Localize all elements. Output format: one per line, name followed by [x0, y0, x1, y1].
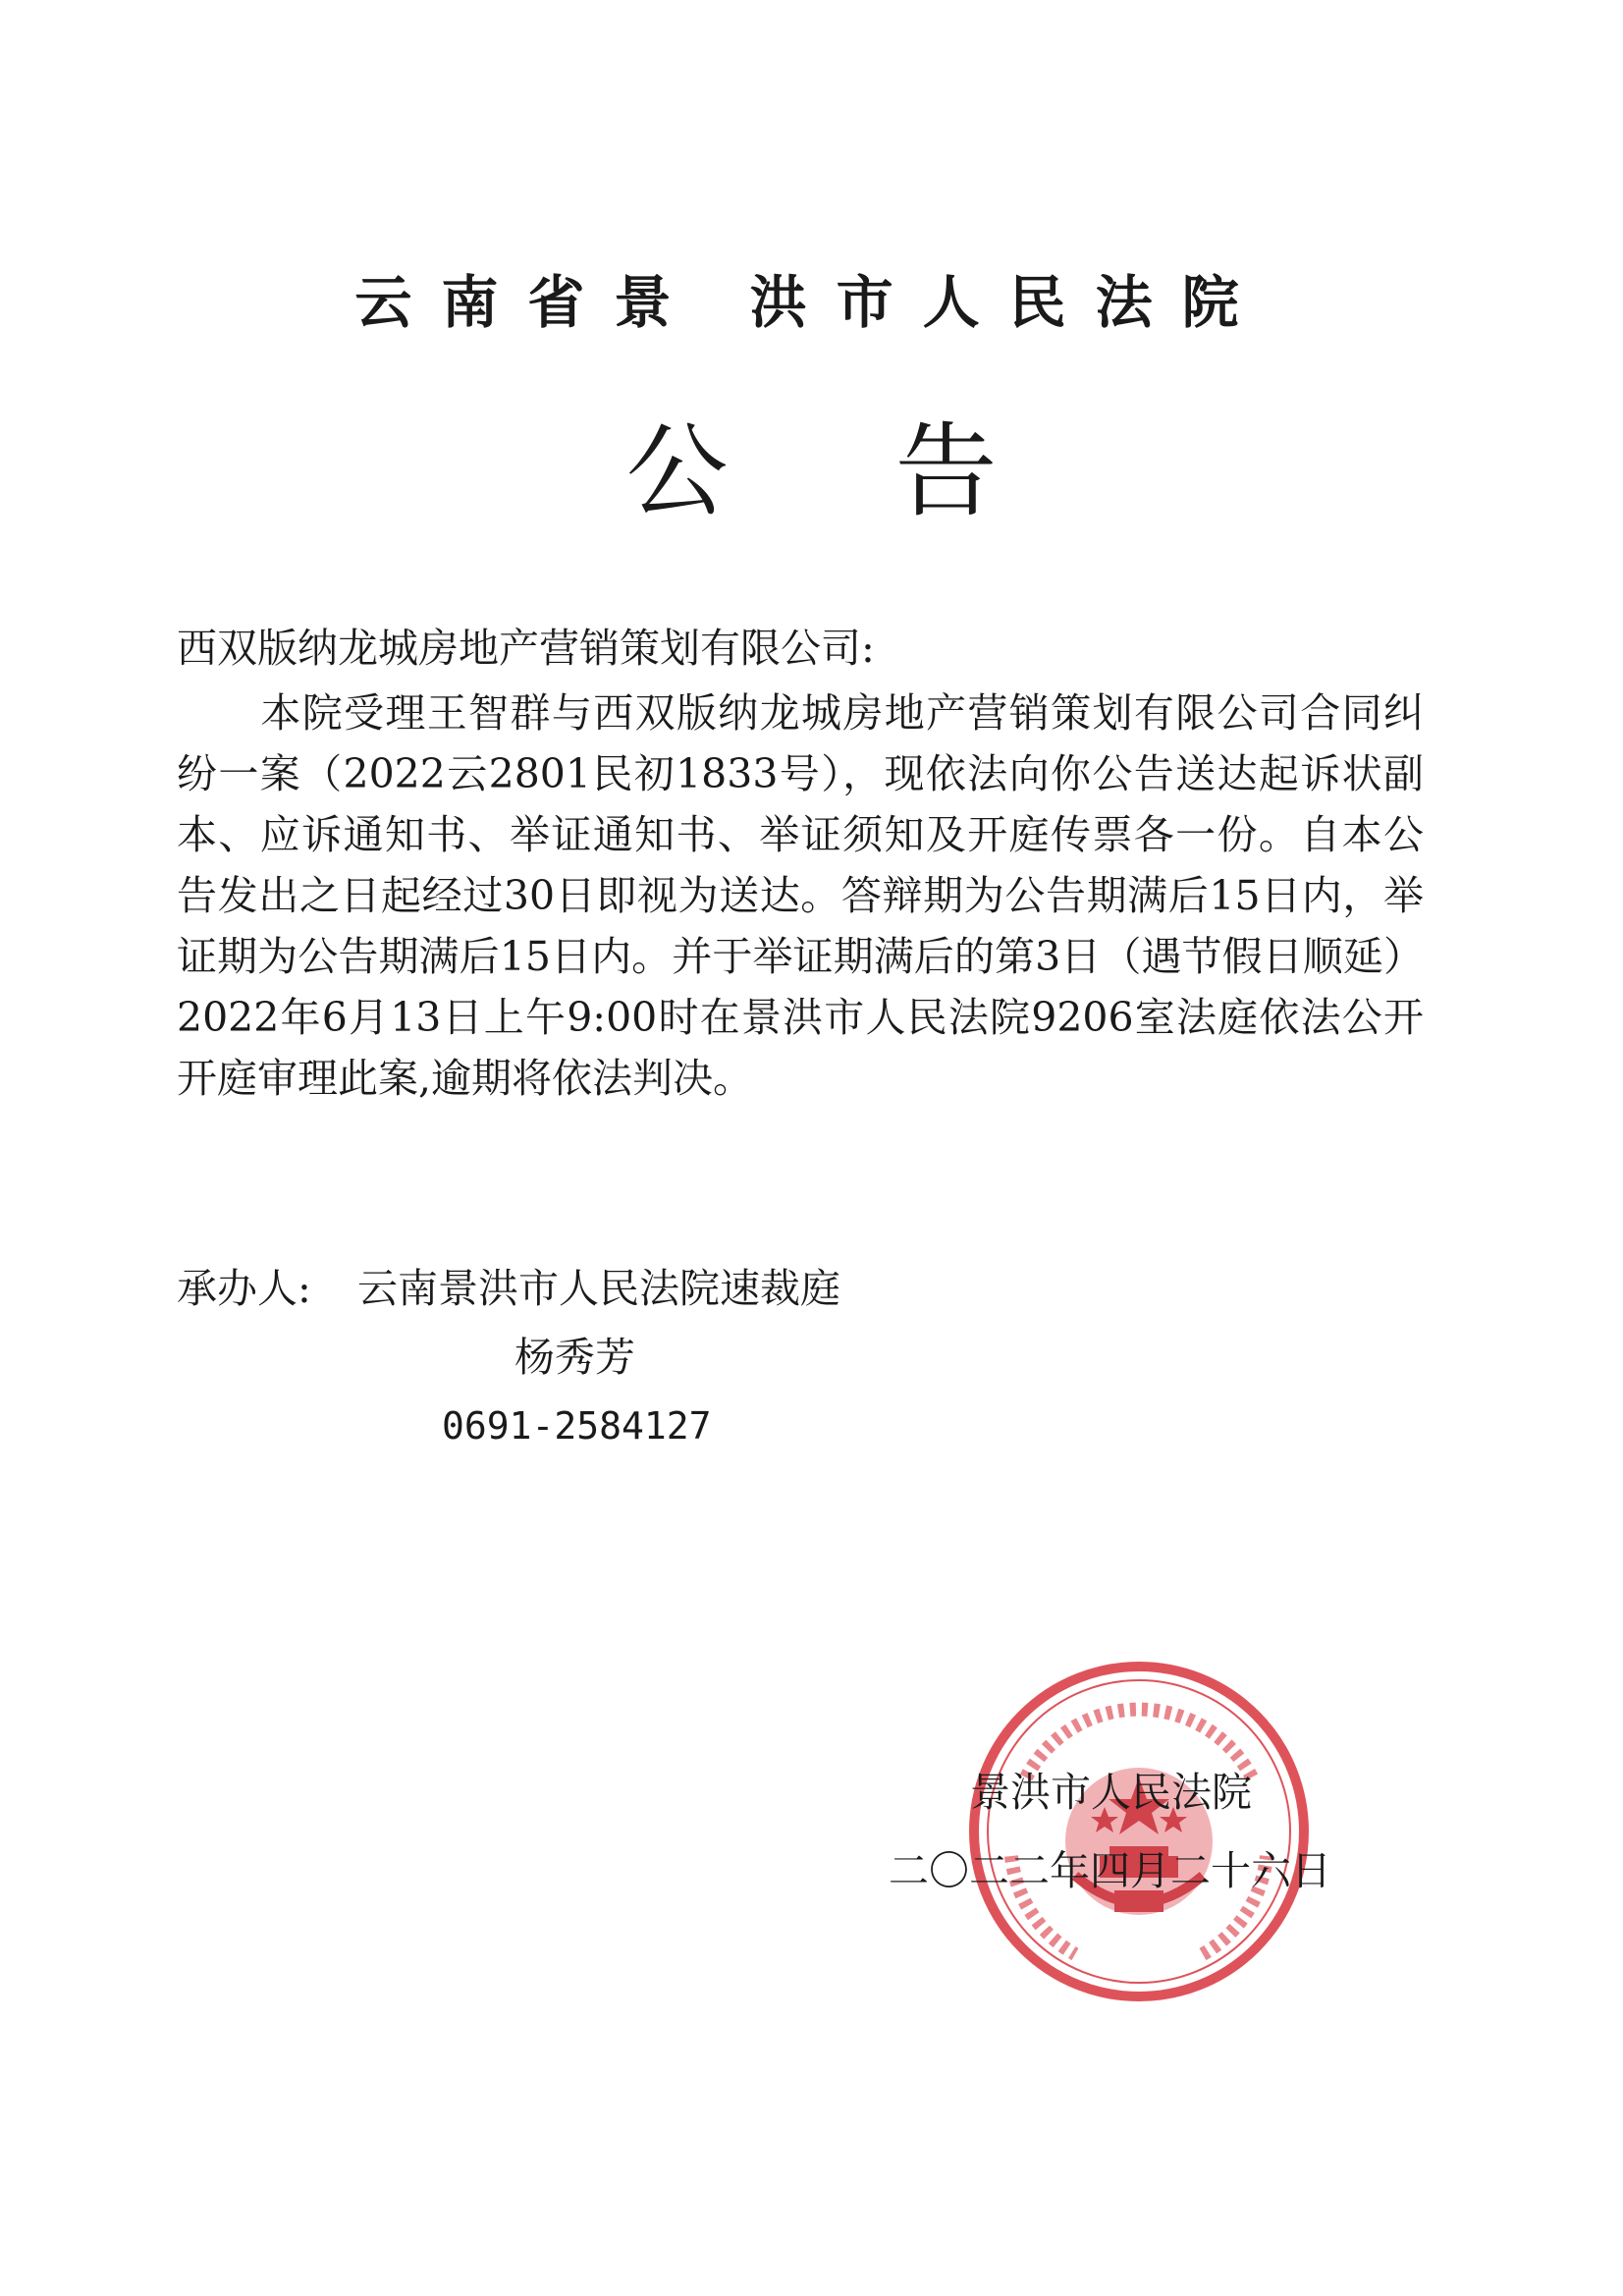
- document-type-title: 公告: [625, 411, 1164, 531]
- contact-person: 杨秀芳: [514, 1334, 635, 1381]
- court-title: 云南省景 洪市人民法院: [354, 269, 1269, 336]
- contact-department: 云南景洪市人民法院速裁庭: [357, 1265, 840, 1312]
- court-seal-icon: [967, 1660, 1311, 2003]
- notice-body-text: 本院受理王智群与西双版纳龙城房地产营销策划有限公司合同纠纷一案（2022云2801民初1833号），现依法向你公告送达起诉状副本、应诉通知书、举证通知书、举证须知及开庭传票各一份。自本公告发出之日起经过30日即视为送达。答辩期为公告期满后15日内，举证期为公告期满后15日内。并于举证期满后的第3日（遇节假日顺延）2022年6月13日上午9:00时在景洪市人民法院9206室法庭依法公开开庭审理此案,逾期将依法判决。: [177, 689, 1424, 1102]
- signing-court: 景洪市人民法院: [970, 1769, 1252, 1816]
- contact-label: 承办人:: [177, 1265, 311, 1312]
- contact-phone: 0691-2584127: [442, 1404, 712, 1448]
- signing-date: 二〇二二年四月二十六日: [889, 1847, 1331, 1894]
- addressee: 西双版纳龙城房地产营销策划有限公司:: [177, 625, 875, 672]
- notice-body: [177, 683, 1424, 1109]
